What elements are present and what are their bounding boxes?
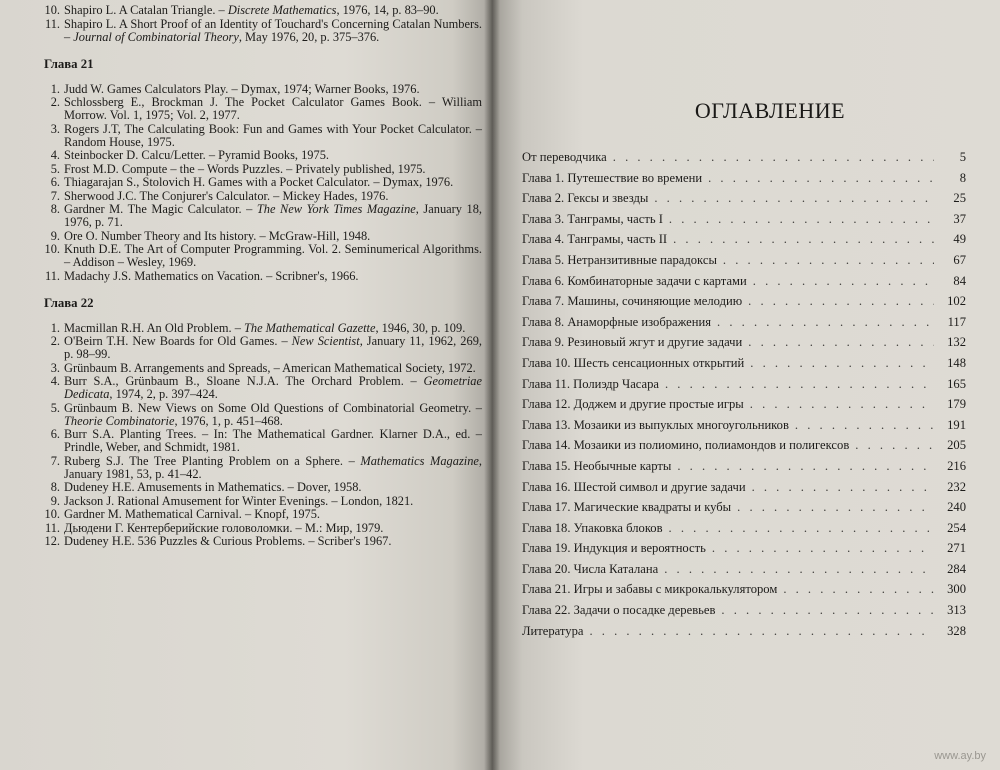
toc-leader-dots bbox=[654, 191, 934, 206]
reference-number: 7. bbox=[50, 188, 60, 203]
reference-number: 9. bbox=[50, 228, 60, 243]
reference-item bbox=[40, 176, 482, 189]
reference-text bbox=[64, 455, 482, 481]
reference-main: Jackson J. Rational Amusement for Winter Evenings. – London, 1821. bbox=[64, 493, 414, 508]
reference-main: O'Beirn T.H. New Boards for Old Games. – bbox=[64, 334, 292, 348]
bibliography bbox=[40, 4, 482, 549]
toc-entry-page: 179 bbox=[947, 397, 966, 412]
toc-leader-dots bbox=[673, 232, 934, 247]
reference-details: , 1976, 14, p. 83–90. bbox=[336, 3, 439, 17]
reference-number: 4. bbox=[50, 148, 60, 162]
reference-journal: New Scientist bbox=[291, 334, 360, 348]
toc-entry-page: 37 bbox=[953, 211, 966, 226]
reference-journal: Mathematics Magazine bbox=[360, 453, 479, 468]
toc-entry-label: Глава 5. Нетранзитивные парадоксы bbox=[522, 252, 717, 267]
toc-leader-dots bbox=[783, 582, 934, 597]
toc-entry-label: Глава 18. Упаковка блоков bbox=[522, 520, 663, 535]
toc-entry bbox=[522, 438, 966, 459]
chapter-heading: Глава 21 bbox=[44, 56, 94, 71]
toc-entry-page: 5 bbox=[959, 150, 966, 164]
toc-entry bbox=[522, 480, 966, 501]
reference-number: 8. bbox=[50, 202, 60, 216]
reference-number: 1. bbox=[50, 320, 60, 335]
reference-main: Steinbocker D. Calcu/Letter. – Pyramid Books, 1975. bbox=[64, 148, 329, 162]
reference-main: Gardner M. The Magic Calculator. – bbox=[64, 202, 257, 216]
toc-entry-label: Глава 9. Резиновый жгут и другие задачи bbox=[522, 335, 743, 350]
reference-number: 11. bbox=[44, 520, 60, 535]
reference-text bbox=[64, 176, 482, 189]
toc-entry-page: 216 bbox=[947, 458, 966, 473]
right-page bbox=[492, 0, 1000, 770]
toc-entry-label: Глава 3. Танграмы, часть I bbox=[522, 211, 663, 226]
reference-number: 10. bbox=[44, 507, 60, 521]
reference-item bbox=[40, 270, 482, 283]
toc-entry-page: 328 bbox=[947, 623, 966, 638]
reference-text bbox=[64, 163, 482, 176]
reference-number: 8. bbox=[50, 480, 60, 494]
reference-main: Sherwood J.C. The Conjurer's Calculator. – Mickey Hades, 1976. bbox=[64, 188, 389, 203]
reference-number: 5. bbox=[50, 400, 60, 415]
toc-entry bbox=[522, 315, 966, 336]
toc-entry-page: 240 bbox=[947, 500, 966, 515]
reference-journal: Geometriae Dedicata bbox=[64, 374, 482, 401]
reference-main: Shapiro L. A Short Proof of an Identity of Touchard's Concerning Catalan Numbers. – bbox=[64, 16, 482, 44]
toc-entry-page: 117 bbox=[947, 314, 966, 329]
reference-item bbox=[40, 230, 482, 243]
reference-number: 11. bbox=[44, 16, 60, 31]
reference-item bbox=[40, 522, 482, 535]
reference-number: 2. bbox=[50, 334, 60, 348]
reference-main: Grünbaum B. Arrangements and Spreads, – American Mathematical Society, 1972. bbox=[64, 360, 476, 375]
toc-entry-page: 300 bbox=[947, 582, 966, 597]
reference-item bbox=[40, 428, 482, 454]
reference-main: Shapiro L. A Catalan Triangle. – bbox=[64, 3, 228, 17]
reference-main: Frost M.D. Compute – the – Words Puzzles. – Privately published, 1975. bbox=[64, 161, 426, 176]
toc-entry bbox=[522, 335, 966, 356]
toc-entry-page: 254 bbox=[947, 520, 966, 535]
reference-main: Burr S.A. Planting Trees. – In: The Mathematical Gardner. Klarner D.A., ed. – Prindle, Weber, and Schmidt, 1981. bbox=[64, 427, 482, 454]
reference-item bbox=[40, 18, 482, 44]
reference-item bbox=[40, 495, 482, 508]
toc-entry bbox=[522, 150, 966, 171]
toc-leader-dots bbox=[855, 438, 934, 453]
toc-entry bbox=[522, 582, 966, 603]
reference-text bbox=[64, 402, 482, 428]
reference-list bbox=[40, 4, 482, 44]
reference-item bbox=[40, 335, 482, 361]
toc-entry bbox=[522, 541, 966, 562]
reference-number: 4. bbox=[50, 374, 60, 388]
toc-entry-label: Глава 22. Задачи о посадке деревьев bbox=[522, 603, 716, 618]
reference-main: Schlossberg E., Brockman J. The Pocket Calculator Games Book. – William Morrow. Vol. 1, 1975; Vol. 2, 1977. bbox=[64, 95, 482, 122]
reference-journal: The Mathematical Gazette bbox=[244, 320, 376, 335]
watermark: www.ay.by bbox=[934, 750, 986, 762]
reference-journal: Journal of Combinatorial Theory bbox=[73, 29, 239, 44]
reference-number: 10. bbox=[44, 242, 60, 256]
reference-main: Dudeney H.E. 536 Puzzles & Curious Problems. – Scriber's 1967. bbox=[64, 534, 392, 548]
reference-main: Дьюдени Г. Кентерберийские головоломки. – М.: Мир, 1979. bbox=[64, 520, 384, 535]
reference-journal: Discrete Mathematics bbox=[227, 3, 337, 17]
reference-text bbox=[64, 481, 482, 494]
reference-text bbox=[64, 149, 482, 162]
reference-details: , 1974, 2, p. 397–424. bbox=[109, 387, 218, 401]
toc-leader-dots bbox=[795, 418, 934, 433]
reference-main: Rogers J.T, The Calculating Book: Fun and Games with Your Pocket Calculator. – Random House, 1975. bbox=[64, 121, 482, 149]
toc-leader-dots bbox=[708, 171, 934, 186]
book-gutter bbox=[484, 0, 500, 770]
reference-journal: The New York Times Magazine bbox=[256, 202, 416, 216]
toc-leader-dots bbox=[665, 377, 934, 392]
reference-text bbox=[64, 335, 482, 361]
reference-text bbox=[64, 18, 482, 44]
toc-entry-label: Глава 10. Шесть сенсационных открытий bbox=[522, 355, 745, 370]
reference-text bbox=[64, 123, 482, 149]
reference-main: Judd W. Games Calculators Play. – Dymax, 1974; Warner Books, 1976. bbox=[64, 81, 420, 96]
toc-leader-dots bbox=[752, 480, 934, 495]
toc-entry-label: Глава 14. Мозаики из полиомино, полиамондов и полигексов bbox=[522, 438, 850, 453]
reference-main: Grünbaum B. New Views on Some Old Questions of Combinatorial Geometry. – bbox=[64, 400, 482, 415]
toc-entry-label: Глава 19. Индукция и вероятность bbox=[522, 541, 706, 556]
toc-leader-dots bbox=[721, 603, 934, 618]
reference-details: , 1946, 30, p. 109. bbox=[375, 320, 466, 335]
chapter-heading: Глава 22 bbox=[44, 295, 94, 310]
reference-details: , January 18, 1976, p. 71. bbox=[64, 202, 482, 229]
toc-entry bbox=[522, 253, 966, 274]
reference-text bbox=[64, 495, 482, 508]
toc-leader-dots bbox=[677, 459, 934, 474]
toc-entry-page: 84 bbox=[953, 273, 966, 288]
reference-item bbox=[40, 4, 482, 17]
toc-entry-page: 49 bbox=[953, 232, 966, 247]
reference-details: , 1976, 1, p. 451–468. bbox=[174, 413, 283, 428]
reference-main: Dudeney H.E. Amusements in Mathematics. – Dover, 1958. bbox=[64, 480, 362, 494]
reference-details: , January 11, 1962, 269, p. 98–99. bbox=[64, 334, 482, 361]
reference-list bbox=[40, 322, 482, 549]
reference-number: 5. bbox=[50, 161, 60, 176]
reference-text bbox=[64, 322, 482, 335]
toc-entry bbox=[522, 232, 966, 253]
toc-entry-label: Глава 6. Комбинаторные задачи с картами bbox=[522, 273, 747, 288]
reference-text bbox=[64, 243, 482, 269]
reference-number: 6. bbox=[50, 175, 60, 189]
toc-entry-label: От переводчика bbox=[522, 150, 607, 164]
reference-number: 6. bbox=[50, 427, 60, 441]
reference-item bbox=[40, 203, 482, 229]
reference-text bbox=[64, 230, 482, 243]
toc-entry-page: 132 bbox=[947, 335, 966, 350]
reference-item bbox=[40, 149, 482, 162]
toc-leader-dots bbox=[669, 212, 934, 227]
reference-main: Knuth D.E. The Art of Computer Programming. Vol. 2. Seminumerical Algorithms. – Addison – Wesley, 1969. bbox=[64, 242, 482, 269]
toc-title: ОГЛАВЛЕНИЕ bbox=[694, 98, 846, 123]
toc-leader-dots bbox=[748, 294, 934, 309]
reference-text bbox=[64, 83, 482, 96]
toc-entry bbox=[522, 459, 966, 480]
reference-item bbox=[40, 402, 482, 428]
reference-item bbox=[40, 322, 482, 335]
toc-leader-dots bbox=[589, 624, 934, 639]
toc-leader-dots bbox=[750, 356, 934, 371]
toc-entry bbox=[522, 212, 966, 233]
reference-number: 12. bbox=[44, 534, 60, 548]
reference-item bbox=[40, 375, 482, 401]
toc-leader-dots bbox=[748, 335, 934, 350]
toc-leader-dots bbox=[753, 274, 934, 289]
toc-leader-dots bbox=[712, 541, 934, 556]
toc-entry bbox=[522, 500, 966, 521]
toc-entry-label: Глава 2. Гексы и звезды bbox=[522, 191, 649, 206]
toc-entry bbox=[522, 356, 966, 377]
reference-text bbox=[64, 203, 482, 229]
reference-text bbox=[64, 362, 482, 375]
left-page bbox=[0, 0, 492, 770]
toc-entry-label: Глава 12. Доджем и другие простые игры bbox=[522, 397, 744, 412]
reference-item bbox=[40, 362, 482, 375]
toc-entry-page: 102 bbox=[947, 294, 966, 309]
toc-entry-page: 67 bbox=[953, 252, 966, 267]
reference-item bbox=[40, 455, 482, 481]
table-of-contents bbox=[522, 150, 966, 644]
reference-number: 2. bbox=[50, 95, 60, 109]
reference-item bbox=[40, 190, 482, 203]
reference-number: 9. bbox=[50, 493, 60, 508]
toc-entry-page: 8 bbox=[959, 170, 966, 185]
toc-entry bbox=[522, 521, 966, 542]
toc-leader-dots bbox=[669, 521, 934, 536]
reference-main: Macmillan R.H. An Old Problem. – bbox=[64, 320, 244, 335]
toc-entry-page: 271 bbox=[947, 541, 966, 556]
reference-text bbox=[64, 522, 482, 535]
reference-text bbox=[64, 535, 482, 548]
reference-details: , May 1976, 20, p. 375–376. bbox=[238, 29, 380, 44]
reference-list bbox=[40, 83, 482, 283]
reference-number: 10. bbox=[44, 3, 60, 17]
toc-entry-page: 191 bbox=[947, 417, 966, 432]
reference-item bbox=[40, 123, 482, 149]
toc-entry-label: Глава 20. Числа Каталана bbox=[522, 561, 659, 576]
toc-entry bbox=[522, 397, 966, 418]
toc-entry-page: 284 bbox=[947, 561, 966, 576]
toc-entry bbox=[522, 418, 966, 439]
toc-entry bbox=[522, 624, 966, 645]
toc-entry bbox=[522, 562, 966, 583]
reference-main: Ruberg S.J. The Tree Planting Problem on a Sphere. – bbox=[64, 453, 361, 468]
toc-entry bbox=[522, 294, 966, 315]
reference-item bbox=[40, 243, 482, 269]
toc-entry-label: Литература bbox=[522, 623, 584, 638]
reference-main: Madachy J.S. Mathematics on Vacation. – Scribner's, 1966. bbox=[64, 268, 359, 283]
reference-text bbox=[64, 375, 482, 401]
toc-entry-label: Глава 8. Анаморфные изображения bbox=[522, 314, 712, 329]
reference-number: 7. bbox=[50, 453, 60, 468]
reference-main: Gardner M. Mathematical Carnival. – Knopf, 1975. bbox=[64, 507, 321, 521]
toc-entry-label: Глава 15. Необычные карты bbox=[522, 458, 672, 473]
reference-item bbox=[40, 535, 482, 548]
reference-item bbox=[40, 83, 482, 96]
toc-entry-label: Глава 21. Игры и забавы с микрокалькулятором bbox=[522, 582, 778, 597]
toc-entry-page: 148 bbox=[947, 355, 966, 370]
reference-journal: Theorie Combinatorie bbox=[64, 413, 175, 428]
reference-number: 3. bbox=[50, 121, 60, 136]
toc-entry bbox=[522, 603, 966, 624]
reference-text bbox=[64, 508, 482, 521]
toc-entry-label: Глава 13. Мозаики из выпуклых многоугольников bbox=[522, 417, 789, 432]
toc-entry-page: 165 bbox=[947, 376, 966, 391]
toc-leader-dots bbox=[723, 253, 934, 268]
reference-main: Thiagarajan S., Stolovich H. Games with a Pocket Calculator. – Dymax, 1976. bbox=[64, 175, 454, 189]
toc-entry-label: Глава 11. Полиэдр Часара bbox=[522, 376, 659, 391]
toc-leader-dots bbox=[613, 150, 934, 165]
toc-entry-label: Глава 1. Путешествие во времени bbox=[522, 170, 703, 185]
reference-item bbox=[40, 481, 482, 494]
toc-entry-page: 232 bbox=[947, 479, 966, 494]
toc-entry-page: 313 bbox=[947, 603, 966, 618]
toc-entry-label: Глава 7. Машины, сочиняющие мелодию bbox=[522, 294, 743, 309]
toc-leader-dots bbox=[737, 500, 934, 515]
toc-entry-page: 205 bbox=[947, 438, 966, 453]
toc-entry bbox=[522, 171, 966, 192]
reference-item bbox=[40, 96, 482, 122]
toc-entry bbox=[522, 191, 966, 212]
reference-text bbox=[64, 190, 482, 203]
reference-text bbox=[64, 428, 482, 454]
toc-entry-label: Глава 4. Танграмы, часть II bbox=[522, 232, 668, 247]
toc-leader-dots bbox=[664, 562, 934, 577]
toc-entry bbox=[522, 377, 966, 398]
toc-entry-label: Глава 17. Магические квадраты и кубы bbox=[522, 500, 732, 515]
reference-details: , January 1981, 53, p. 41–42. bbox=[64, 453, 483, 481]
reference-text bbox=[64, 4, 482, 17]
reference-number: 3. bbox=[50, 360, 60, 375]
toc-entry-page: 25 bbox=[953, 191, 966, 206]
toc-leader-dots bbox=[750, 397, 934, 412]
toc-entry-label: Глава 16. Шестой символ и другие задачи bbox=[522, 479, 746, 494]
reference-text bbox=[64, 96, 482, 122]
reference-main: Ore O. Number Theory and Its history. – McGraw-Hill, 1948. bbox=[64, 228, 371, 243]
reference-item bbox=[40, 163, 482, 176]
reference-main: Burr S.A., Grünbaum B., Sloane N.J.A. The Orchard Problem. – bbox=[64, 374, 424, 388]
reference-text bbox=[64, 270, 482, 283]
reference-number: 1. bbox=[50, 81, 60, 96]
reference-item bbox=[40, 508, 482, 521]
toc-entry bbox=[522, 274, 966, 295]
reference-number: 11. bbox=[44, 268, 60, 283]
toc-leader-dots bbox=[717, 315, 934, 330]
